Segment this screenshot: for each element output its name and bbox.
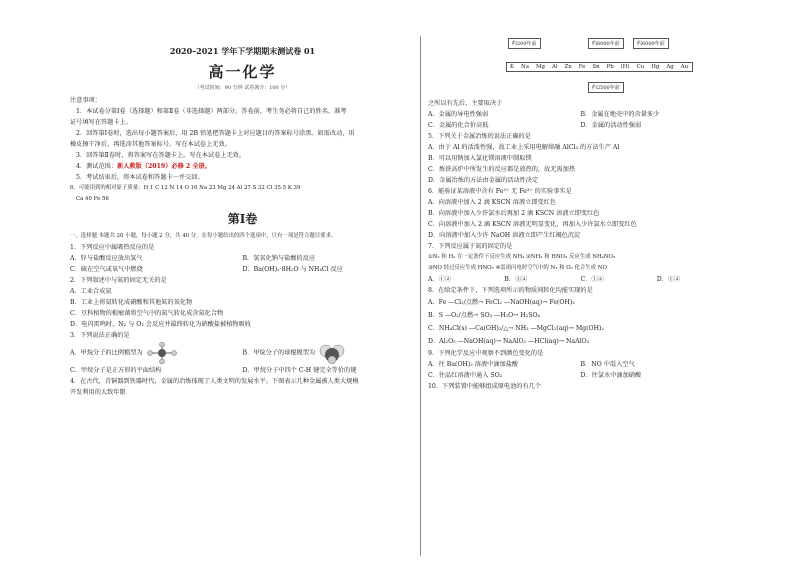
- metal-symbol: Zn: [562, 63, 576, 71]
- note-atomic-masses-cont: Ca 40 Fe 56: [76, 196, 109, 202]
- q8-option-b: B．S —O₂/点燃→ SO₃ —H₂O→ H₂SO₄: [428, 312, 541, 319]
- q5-option-a: A．由于 Al 的活泼性强，故工业上采用电解熔融 AlCl₃ 的方法生产 Al: [428, 144, 620, 151]
- note-line: 证号填写在答题卡上。: [70, 119, 132, 126]
- metal-symbol: Mg: [533, 63, 549, 71]
- q3-option-c: C．甲烷分子是正方形的平面结构: [70, 367, 162, 374]
- q7-option-d: D．①④: [656, 276, 681, 283]
- q4-stem-line2: 开发利用的大致年限: [70, 389, 126, 396]
- metal-symbol: Au: [678, 63, 692, 71]
- q3-option-a: A．甲烷分子的比例模型为: [70, 349, 143, 357]
- q6-option-a: A．向溶液中加入 2 滴 KSCN 溶液立即变红色: [428, 199, 557, 206]
- q8-option-a: A．Fe —Cl₂/点燃→ FeCl₂ —NaOH(aq)→ Fe(OH)₂: [428, 299, 575, 306]
- q7-option-b: B．③④: [504, 276, 528, 283]
- timeline-label-top-right: 约6000年前: [633, 38, 669, 49]
- q7-option-a: A．①②: [428, 276, 452, 283]
- q9-stem: 9．下列化学反应中观察不到颜色变化的是: [428, 350, 544, 357]
- q9-option-a: A．往 Ba(OH)₂ 溶液中滴加盐酸: [428, 361, 519, 368]
- q8-option-c: C．NH₄Cl(s) —Ca(OH)₂/△→ NH₃ —MgCl₂(aq)→ Mg(OH)₂: [428, 325, 604, 332]
- timeline-label-top-left: 约200年前: [508, 38, 541, 49]
- note-test-range: [70, 161, 415, 172]
- metal-symbol: K: [507, 63, 518, 71]
- right-column: [428, 38, 733, 392]
- metal-timeline-figure: [428, 38, 733, 96]
- metal-symbol: Hg: [648, 63, 663, 71]
- q9-options-row: [428, 359, 733, 370]
- q9-option-b: B．NO 中混入空气: [580, 361, 635, 368]
- q2-option-c: C．豆科植物的根瘤菌将空气中的氮气转化成含氮化合物: [70, 310, 224, 317]
- q3-option-b-wrap: [243, 342, 416, 364]
- q2-option-b: B．工业上将氨转化成硝酸和其他氮的氧化物: [70, 299, 193, 306]
- q4-continuation: 之所以有先后，主要取决于: [428, 100, 503, 107]
- exam-info: （考试时间：90 分钟 试卷满分：100 分）: [194, 85, 291, 91]
- q6-stem: 6．能验证某溶液中含有 Fe²⁺ 无 Fe³⁺ 的实验事实是: [428, 188, 572, 195]
- timeline-label-bottom: 约2500年前: [588, 82, 624, 93]
- note-line: 3．回答第Ⅱ卷时，将答案写在答题卡上。写在本试卷上无效。: [76, 152, 246, 159]
- metal-activity-series: [506, 62, 693, 72]
- q8-stem: 8．在给定条件下，下列选项所示的物质间转化均能实现的是: [428, 287, 593, 294]
- q1-option-b: B．氢氧化钠与盐酸的反应: [242, 255, 316, 262]
- metal-symbol: Na: [518, 63, 533, 71]
- note-line: 橡皮擦干净后，再选涂其他答案标号。写在本试卷上无效。: [70, 141, 231, 148]
- timeline-label-top-mid: 约6000年前: [588, 38, 624, 49]
- q10-stem: 10．下列装置中能够组成原电池的有几个: [428, 383, 542, 390]
- q5-option-c: C．炼铁高炉中所发生的反应都是放热的，故无需加热: [428, 166, 576, 173]
- test-range-label: 4．测试范围：: [76, 163, 118, 170]
- q3-option-b: B．甲烷分子的球棍模型为: [242, 349, 316, 357]
- methane-space-filling-icon: [317, 342, 347, 364]
- q2-stem: 2．下列叙述中与氮的固定无关的是: [70, 277, 167, 284]
- q3-options-row: [70, 365, 415, 376]
- q1-option-c: C．硫在空气或氧气中燃烧: [70, 266, 143, 273]
- note-atomic-masses: 6．可能用到的相对原子质量：H 1 C 12 N 14 O 16 Na 23 Mg 24 Al 27 S 32 Cl 35.5 K 39: [70, 185, 301, 191]
- q9-option-c: C．往品红溶液中通入 SO₂: [428, 372, 503, 379]
- metal-symbol: Al: [549, 63, 562, 71]
- metal-symbol: Fe: [576, 63, 590, 71]
- q4-options-row: [428, 120, 733, 131]
- q4-stem-line1: 4．在古代，青铜器到铁器时代，金属的冶炼体现了人类文明的发展水平。下图表示几种金属被人类大规模: [70, 378, 359, 385]
- q8-option-d: D．Al₂O₃ —NaOH(aq)→ NaAlO₂ —HCl(aq)→ NaAlO₃: [428, 338, 590, 345]
- q6-option-c: C．向溶液中加入 2 滴 KSCN 溶液无明显变化，再加入少许氯水立即变红色: [428, 221, 637, 228]
- q6-option-b: B．向溶液中加入少许氯水后再加 2 滴 KSCN 溶液立即变红色: [428, 210, 600, 217]
- test-range-value: 新人教版（2019）必修 2 全册。: [117, 163, 211, 170]
- part1-instructions: 一、选择题 本题共 20 小题，每小题 2 分，共 40 分。在每小题给出的四个选项中，只有一项是符合题目要求。: [70, 233, 337, 239]
- q3-options-row: [70, 341, 415, 365]
- note-line: 2．回答第Ⅰ卷时，选出每小题答案后，用 2B 铅笔把答题卡上对应题目的答案标号涂黑。如需改动，用: [76, 130, 355, 137]
- methane-ball-stick-icon: [145, 342, 179, 364]
- q4-options-row: [428, 109, 733, 120]
- left-column: [70, 30, 415, 398]
- part1-heading: 第Ⅰ卷: [227, 212, 258, 226]
- q4-option-d: D．金属的活动性强弱: [580, 122, 642, 129]
- q2-option-a: A．工业合成氨: [70, 288, 112, 295]
- metal-symbol: (H): [618, 63, 634, 71]
- q9-option-d: D．往氯水中滴加硝酸: [580, 372, 642, 379]
- q2-option-d: D．电闪雷鸣时，N₂ 与 O₂ 会反应并最终转化为硝酸盐被植物吸收: [70, 321, 251, 328]
- q5-option-b: B．可以用钠加入氯化镁溶液中制取镁: [428, 155, 532, 162]
- metal-symbol: Pb: [604, 63, 618, 71]
- q1-options-row: [70, 264, 415, 275]
- q3-stem: 3．下列说法正确的是: [70, 332, 130, 339]
- metal-symbol: Ag: [663, 63, 677, 71]
- exam-title: 2020–2021 学年下学期期末测试卷 01: [169, 46, 316, 56]
- q7-item-line: ③NO 经过反应生成 HNO₃ ④雷雨闪电时空气中的 N₂ 和 O₂ 化合生成 NO: [428, 265, 607, 271]
- metal-symbol: Sn: [589, 63, 603, 71]
- q1-options-row: [70, 253, 415, 264]
- q1-stem: 1．下列反应中属吸热反应的是: [70, 244, 155, 251]
- q1-option-a: A．锌与盐酸反应放出氢气: [70, 255, 143, 262]
- q5-option-d: D．金属冶炼的方法由金属的活动性决定: [428, 177, 539, 184]
- q7-option-c: C．①④: [580, 276, 604, 283]
- notes-heading: 注意事项：: [70, 97, 101, 104]
- q4-option-a: A．金属的导电性强弱: [428, 111, 489, 118]
- q7-item-line: ①N₂ 和 H₂ 在一定条件下反应生成 NH₃ ②NH₃ 和 HNO₃ 反应生成 NH₄NO₃: [428, 254, 616, 260]
- column-divider: [420, 36, 421, 556]
- q4-option-b: B．金属在地壳中的含量多少: [580, 111, 660, 118]
- q6-option-d: D．向溶液中加入少许 NaOH 溶液立即产生红褐色沉淀: [428, 232, 581, 239]
- q7-options-row: [428, 274, 733, 285]
- q5-stem: 5．下列关于金属冶炼的说法正确的是: [428, 133, 531, 140]
- q1-option-d: D．Ba(OH)₂·8H₂O 与 NH₄Cl 反应: [242, 266, 343, 273]
- metal-symbol: Cu: [634, 63, 649, 71]
- q3-option-a-wrap: [70, 342, 243, 364]
- q7-stem: 7．下列反应属于氮的固定的是: [428, 243, 513, 250]
- q9-options-row: [428, 370, 733, 381]
- note-line: 5．考试结束后，将本试卷和答题卡一并交回。: [76, 174, 204, 181]
- subject-title: 高一化学: [208, 63, 277, 81]
- note-line: 1．本试卷分第Ⅰ卷（选择题）和第Ⅱ卷（非选择题）两部分。答卷前，考生务必将自己的姓名、准考: [76, 108, 347, 115]
- q3-option-d: D．甲烷分子中四个 C-H 键完全等价的键: [242, 367, 357, 374]
- q4-option-c: C．金属的化合价高低: [428, 122, 489, 129]
